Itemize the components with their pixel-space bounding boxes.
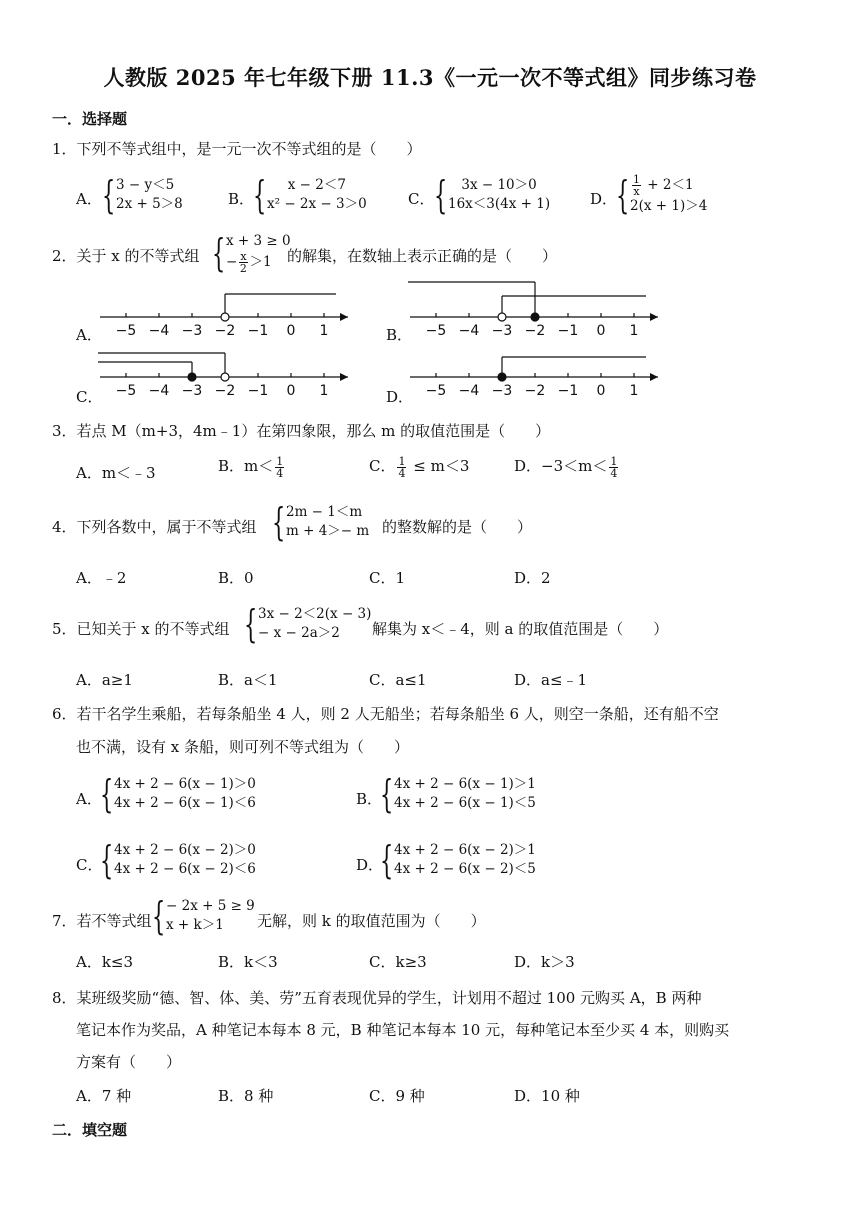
brace-icon: { — [100, 838, 114, 882]
axis-arrow-icon — [650, 373, 658, 381]
question-5-stem-pre: 5．已知关于 x 的不等式组 — [52, 620, 230, 638]
q3-option-c[interactable]: C． $\frac{1}{4}$ ≤ m＜3 — [369, 454, 470, 480]
q1-b-line2: x² − 2x − 3＞0 — [267, 196, 367, 212]
brace-icon: { — [100, 772, 114, 816]
question-6-line-1: 6．若干名学生乘船，若每条船坐 4 人，则 2 人无船坐；若每条船坐 6 人，则空一条船，还有船不空 — [52, 705, 719, 723]
q1-b-line1: x − 2＜7 — [287, 177, 346, 193]
brace-icon: { — [152, 894, 166, 938]
axis-tick-label: −3 — [491, 323, 513, 339]
axis-tick-label: −5 — [115, 383, 137, 399]
axis-tick-label: 0 — [286, 383, 296, 399]
solid-dot-icon — [531, 313, 539, 321]
q5-option-b[interactable]: B．a＜1 — [218, 671, 278, 689]
brace-icon: { — [272, 500, 286, 544]
brace-icon: { — [380, 772, 394, 816]
q2-option-a-number-line[interactable] — [96, 286, 356, 344]
q5-line2: − x − 2a＞2 — [258, 625, 340, 641]
q2-option-c-number-line[interactable] — [96, 350, 356, 408]
axis-tick-label: 1 — [319, 383, 329, 399]
q4-option-b[interactable]: B．0 — [218, 569, 254, 587]
axis-arrow-icon — [340, 373, 348, 381]
axis-tick-label: −1 — [247, 383, 269, 399]
solid-dot-icon — [498, 373, 506, 381]
question-8-line-2: 笔记本作为奖品，A 种笔记本每本 8 元，B 种笔记本每本 10 元，每种笔记本至少买 4 本，则购买 — [76, 1021, 730, 1039]
q5-option-c[interactable]: C．a≤1 — [369, 671, 427, 689]
q5-option-a[interactable]: A．a≥1 — [76, 671, 133, 689]
question-8-line-3: 方案有（ ） — [76, 1053, 182, 1071]
axis-tick-label: 1 — [629, 383, 639, 399]
axis-arrow-icon — [650, 313, 658, 321]
q4-line2: m + 4＞− m — [286, 523, 370, 539]
q6-option-a-system[interactable]: { 4x + 2 − 6(x − 1)＞0 4x + 2 − 6(x − 1)＜6 — [100, 772, 256, 816]
q7-option-d[interactable]: D．k＞3 — [514, 953, 575, 971]
q1-option-a-system[interactable] — [102, 173, 183, 217]
brace-icon: { — [244, 602, 258, 646]
axis-tick-label: 0 — [596, 383, 606, 399]
q1-option-d-system[interactable] — [616, 174, 707, 216]
question-7-stem-post: 无解，则 k 的取值范围为（ ） — [257, 912, 486, 930]
axis-tick-label: −1 — [247, 323, 269, 339]
q1-option-b-system[interactable] — [253, 173, 367, 217]
q8-option-a[interactable]: A．7 种 — [76, 1087, 132, 1105]
axis-tick-label: −4 — [458, 323, 480, 339]
q7-system — [152, 894, 255, 938]
axis-tick-label: −3 — [181, 383, 203, 399]
q7-option-b[interactable]: B．k＜3 — [218, 953, 278, 971]
axis-tick-label: −4 — [148, 383, 170, 399]
axis-tick-label: 1 — [319, 323, 329, 339]
q2-option-c-label: C． — [76, 388, 103, 406]
q2-option-d-number-line[interactable] — [406, 350, 666, 408]
q2-option-d-label: D． — [386, 388, 414, 406]
axis-tick-label: −5 — [425, 323, 447, 339]
question-4-stem-pre: 4．下列各数中，属于不等式组 — [52, 518, 257, 536]
q5-system — [244, 602, 372, 646]
q1-d-line1-rest: + 2＜1 — [647, 177, 694, 193]
q4-line1: 2m − 1＜m — [286, 504, 363, 520]
axis-tick-label: −1 — [557, 383, 579, 399]
q7-line1: − 2x + 5 ≥ 9 — [166, 898, 255, 914]
q1-c-line2: 16x＜3(4x + 1) — [448, 196, 551, 212]
q2-line1: x + 3 ≥ 0 — [226, 233, 291, 249]
q2-system: { x + 3 ≥ 0 − $\frac{x}{2}$ ＞1 — [212, 231, 291, 275]
q3-option-a[interactable]: A．m＜﹣3 — [76, 464, 156, 482]
question-3-stem: 3．若点 M（m+3，4m﹣1）在第四象限，那么 m 的取值范围是（ ） — [52, 422, 551, 440]
brace-icon: { — [212, 231, 226, 275]
axis-tick-label: −4 — [148, 323, 170, 339]
section-fill-heading: 二．填空题 — [52, 1121, 128, 1139]
axis-tick-label: −1 — [557, 323, 579, 339]
q8-option-d[interactable]: D．10 种 — [514, 1087, 580, 1105]
axis-tick-label: −2 — [214, 383, 236, 399]
question-8-line-1: 8．某班级奖励“德、智、体、美、劳”五育表现优异的学生，计划用不超过 100 元购买 A，B 两种 — [52, 989, 702, 1007]
q1-a-line2: 2x + 5＞8 — [116, 196, 183, 212]
q7-option-c[interactable]: C．k≥3 — [369, 953, 427, 971]
q1-d-fraction: $\frac{1}{x}$ — [633, 173, 640, 198]
q6-option-c-label: C． — [76, 856, 103, 874]
solid-dot-icon — [188, 373, 196, 381]
open-circle-icon — [498, 313, 506, 321]
q1-option-c-system[interactable] — [434, 173, 551, 217]
q5-option-d[interactable]: D．a≤﹣1 — [514, 671, 588, 689]
open-circle-icon — [221, 313, 229, 321]
question-4-stem-post: 的整数解的是（ ） — [382, 518, 533, 536]
q1-c-line1: 3x − 10＞0 — [461, 177, 537, 193]
q6-option-d-label: D． — [356, 856, 384, 874]
q3-option-d[interactable]: D．−3＜m＜ $\frac{1}{4}$ — [514, 454, 618, 480]
q1-option-b-label: B． — [228, 190, 255, 208]
brace-icon: { — [253, 173, 267, 217]
q8-option-c[interactable]: C．9 种 — [369, 1087, 425, 1105]
axis-tick-label: −5 — [115, 323, 137, 339]
q2-option-a-label: A． — [76, 326, 102, 344]
axis-tick-label: 0 — [286, 323, 296, 339]
q5-line1: 3x − 2＜2(x − 3) — [258, 606, 372, 622]
open-circle-icon — [221, 373, 229, 381]
axis-tick-label: −3 — [491, 383, 513, 399]
question-1-stem: 1．下列不等式组中，是一元一次不等式组的是（ ） — [52, 140, 422, 158]
q6-option-d-system[interactable]: { 4x + 2 − 6(x − 2)＞1 4x + 2 − 6(x − 2)＜5 — [380, 838, 536, 882]
question-7-stem-pre: 7．若不等式组 — [52, 912, 152, 930]
axis-tick-label: −2 — [524, 323, 546, 339]
q1-d-line2: 2(x + 1)＞4 — [630, 198, 708, 214]
q6-option-a-label: A． — [76, 790, 102, 808]
brace-icon: { — [380, 838, 394, 882]
q2-option-b-label: B． — [386, 326, 413, 344]
q3-option-b[interactable]: B．m＜ $\frac{1}{4}$ — [218, 454, 284, 480]
q4-option-d[interactable]: D．2 — [514, 569, 551, 587]
q4-option-a[interactable]: A．﹣2 — [76, 569, 127, 587]
question-2-stem-post: 的解集，在数轴上表示正确的是（ ） — [287, 247, 558, 265]
brace-icon: { — [434, 173, 448, 217]
brace-icon: { — [102, 173, 116, 217]
brace-icon: { — [616, 173, 630, 217]
axis-arrow-icon — [340, 313, 348, 321]
q4-option-c[interactable]: C．1 — [369, 569, 406, 587]
axis-tick-label: −5 — [425, 383, 447, 399]
axis-tick-label: −4 — [458, 383, 480, 399]
q6-option-c-system[interactable]: { 4x + 2 − 6(x − 2)＞0 4x + 2 − 6(x − 2)＜6 — [100, 838, 256, 882]
question-5-stem-post: 解集为 x＜﹣4，则 a 的取值范围是（ ） — [372, 620, 669, 638]
q2-option-b-number-line[interactable] — [406, 276, 666, 344]
section-choice-heading: 一．选择题 — [52, 110, 128, 128]
q1-option-d-label: D． — [590, 190, 618, 208]
axis-tick-label: 1 — [629, 323, 639, 339]
q8-option-b[interactable]: B．8 种 — [218, 1087, 274, 1105]
q6-option-b-system[interactable]: { 4x + 2 − 6(x − 1)＞1 4x + 2 − 6(x − 1)＜5 — [380, 772, 536, 816]
q1-option-c-label: C． — [408, 190, 435, 208]
axis-tick-label: −2 — [214, 323, 236, 339]
axis-tick-label: −2 — [524, 383, 546, 399]
question-6-line-2: 也不满，设有 x 条船，则可列不等式组为（ ） — [76, 738, 409, 756]
q1-a-line1: 3 − y＜5 — [116, 177, 175, 193]
question-2-stem-pre: 2．关于 x 的不等式组 — [52, 247, 200, 265]
axis-tick-label: 0 — [596, 323, 606, 339]
axis-tick-label: −3 — [181, 323, 203, 339]
q1-option-a-label: A． — [76, 190, 102, 208]
q6-option-b-label: B． — [356, 790, 383, 808]
q7-line2: x + k＞1 — [166, 917, 224, 933]
q2-fraction: $\frac{x}{2}$ — [239, 250, 247, 275]
page-title: 人教版 2025 年七年级下册 11.3《一元一次不等式组》同步练习卷 — [103, 65, 757, 90]
q7-option-a[interactable]: A．k≤3 — [76, 953, 134, 971]
q4-system — [272, 500, 370, 544]
